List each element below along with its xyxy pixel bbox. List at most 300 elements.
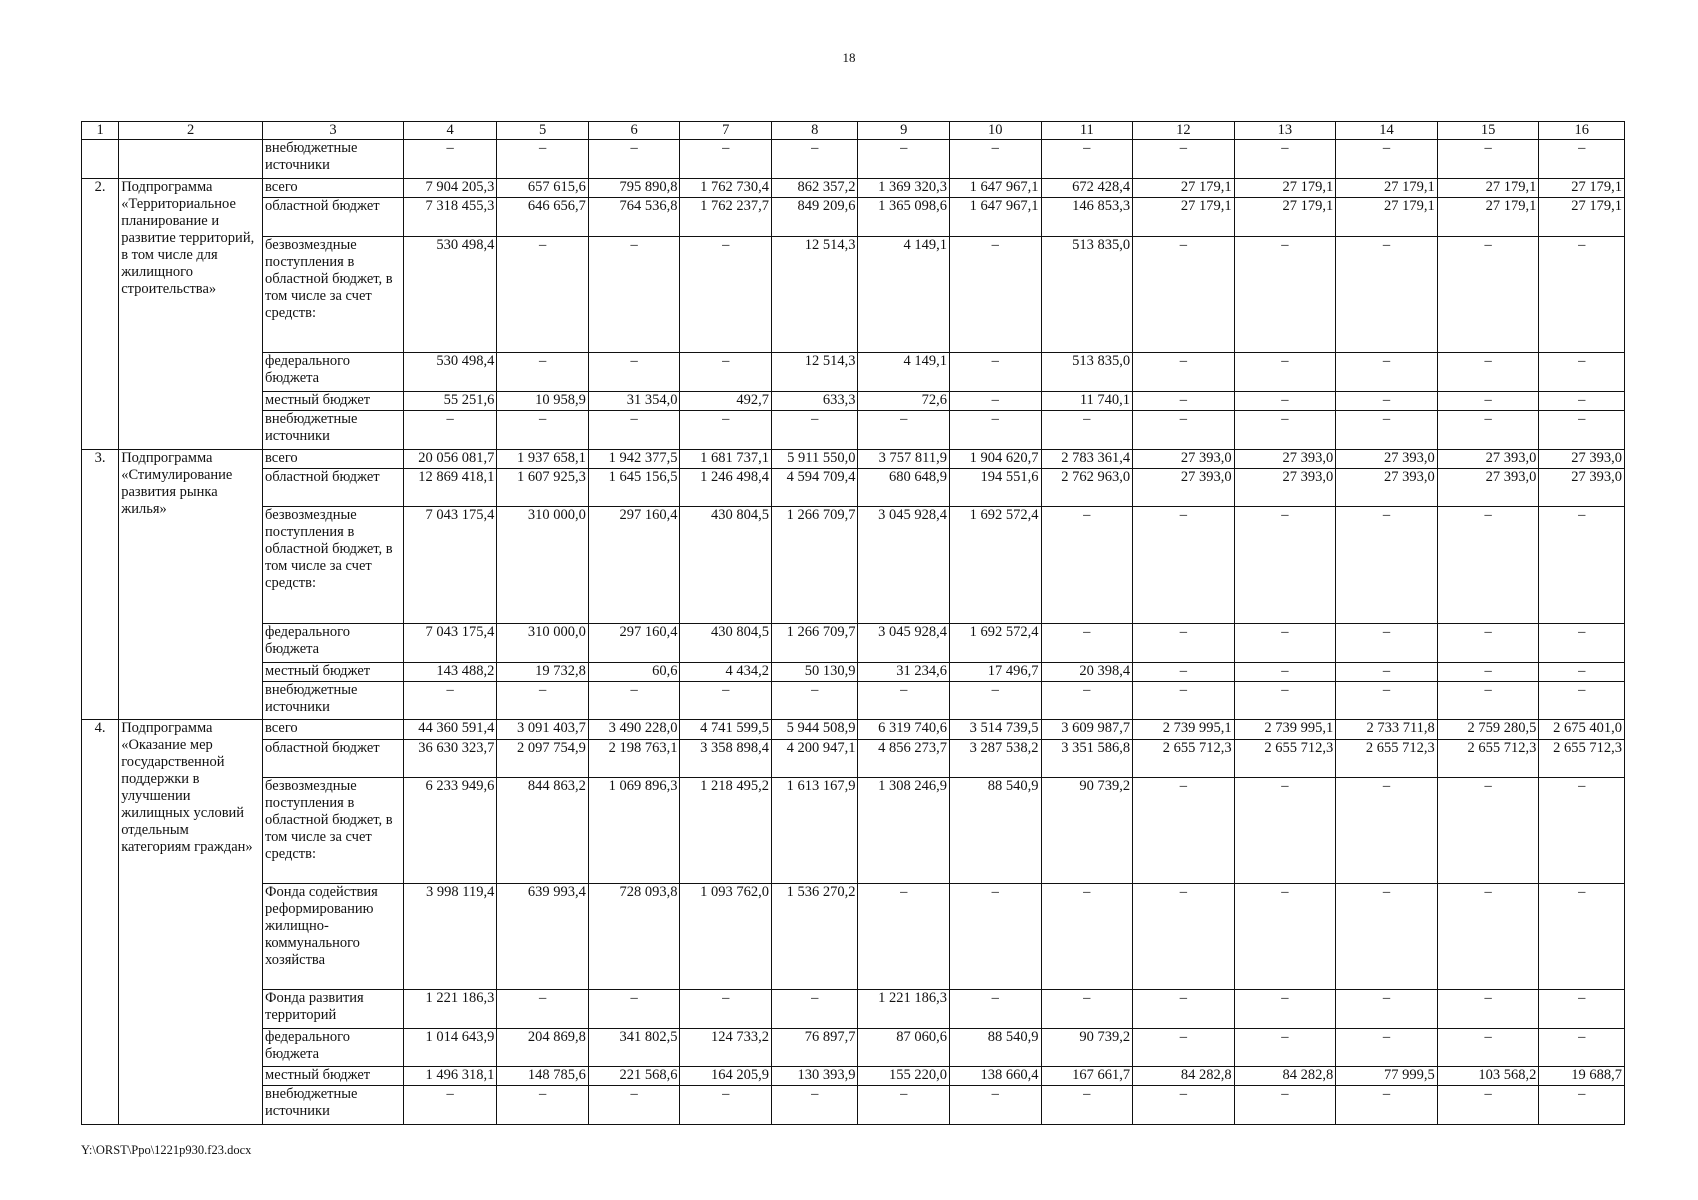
funding-source-cell: всего [263,449,404,468]
table-row [82,197,1625,236]
value-cell: 1 647 967,1 [950,197,1042,236]
value-cell: 795 890,8 [588,178,680,197]
funding-source-cell: областной бюджет [263,197,404,236]
value-cell: 297 160,4 [588,507,680,624]
header-cell: 8 [771,122,858,140]
value-cell: 4 149,1 [858,353,950,392]
value-cell: 849 209,6 [771,197,858,236]
value-cell: 4 741 599,5 [680,720,772,739]
funding-source-cell: местный бюджет [263,391,404,410]
value-cell: – [950,353,1042,392]
value-cell: – [1437,1086,1539,1125]
funding-source-cell: безвозмездные поступления в областной бюджет, в том числе за счет средств: [263,778,404,884]
value-cell: 639 993,4 [497,884,589,990]
value-cell: – [1437,778,1539,884]
value-cell: 1 093 762,0 [680,884,772,990]
value-cell: – [771,1086,858,1125]
value-cell: 1 937 658,1 [497,449,589,468]
value-cell: 530 498,4 [403,353,497,392]
value-cell: 3 045 928,4 [858,623,950,662]
value-cell: – [858,681,950,720]
value-cell: – [1234,681,1336,720]
value-cell: 27 179,1 [1539,178,1625,197]
value-cell: – [1336,236,1438,353]
value-cell: – [1234,410,1336,449]
value-cell: 2 655 712,3 [1437,739,1539,778]
value-cell: 1 266 709,7 [771,623,858,662]
value-cell: 657 615,6 [497,178,589,197]
table-row [82,468,1625,507]
value-cell: – [950,140,1042,179]
value-cell: 2 655 712,3 [1539,739,1625,778]
value-cell: 27 393,0 [1234,468,1336,507]
funding-source-cell: безвозмездные поступления в областной бюджет, в том числе за счет средств: [263,236,404,353]
value-cell: – [1133,410,1235,449]
header-cell: 7 [680,122,772,140]
value-cell: – [1539,391,1625,410]
value-cell: 2 739 995,1 [1133,720,1235,739]
value-cell: 1 308 246,9 [858,778,950,884]
value-cell: 4 200 947,1 [771,739,858,778]
value-cell: 862 357,2 [771,178,858,197]
value-cell: – [1133,391,1235,410]
value-cell: – [1041,1086,1133,1125]
row-number-cell: 2. [82,178,119,449]
value-cell: – [858,140,950,179]
value-cell: 492,7 [680,391,772,410]
value-cell: – [1133,623,1235,662]
table-row [82,1086,1625,1125]
table-row [82,884,1625,990]
value-cell: 3 609 987,7 [1041,720,1133,739]
value-cell: 12 514,3 [771,353,858,392]
value-cell: 10 958,9 [497,391,589,410]
value-cell: 27 179,1 [1539,197,1625,236]
value-cell: – [1234,507,1336,624]
value-cell: – [680,353,772,392]
value-cell: 27 393,0 [1234,449,1336,468]
header-cell: 12 [1133,122,1235,140]
table-row [82,778,1625,884]
value-cell: – [771,140,858,179]
funding-source-cell: внебюджетные источники [263,140,404,179]
value-cell: – [1539,507,1625,624]
value-cell: – [1437,353,1539,392]
value-cell: – [1539,623,1625,662]
value-cell: – [680,990,772,1029]
value-cell: – [588,1086,680,1125]
funding-source-cell: внебюджетные источники [263,410,404,449]
value-cell: 7 043 175,4 [403,507,497,624]
value-cell: 1 645 156,5 [588,468,680,507]
value-cell: 5 944 508,9 [771,720,858,739]
value-cell: 1 221 186,3 [858,990,950,1029]
value-cell: – [403,140,497,179]
value-cell: 17 496,7 [950,662,1042,681]
table-row [82,623,1625,662]
funding-source-cell: Фонда развития территорий [263,990,404,1029]
value-cell: – [497,410,589,449]
header-cell: 9 [858,122,950,140]
value-cell: 27 393,0 [1539,468,1625,507]
value-cell: 31 234,6 [858,662,950,681]
value-cell: 3 757 811,9 [858,449,950,468]
budget-table [81,121,1625,1125]
value-cell: 27 393,0 [1336,449,1438,468]
value-cell: 1 266 709,7 [771,507,858,624]
value-cell: – [1437,990,1539,1029]
value-cell: 155 220,0 [858,1067,950,1086]
value-cell: 1 246 498,4 [680,468,772,507]
value-cell: – [497,1086,589,1125]
value-cell: – [403,1086,497,1125]
value-cell: 1 762 237,7 [680,197,772,236]
value-cell: – [1234,236,1336,353]
value-cell: – [1539,662,1625,681]
value-cell: 44 360 591,4 [403,720,497,739]
value-cell: 27 179,1 [1234,197,1336,236]
value-cell: – [1041,681,1133,720]
table-row [82,410,1625,449]
value-cell: – [1041,884,1133,990]
value-cell: – [680,236,772,353]
value-cell: 27 393,0 [1133,468,1235,507]
value-cell: 341 802,5 [588,1028,680,1067]
footer-file-path: Y:\ORST\Ppo\1221p930.f23.docx [81,1143,252,1157]
header-cell: 11 [1041,122,1133,140]
value-cell: 297 160,4 [588,623,680,662]
value-cell: 2 198 763,1 [588,739,680,778]
table-row [82,681,1625,720]
value-cell: 2 655 712,3 [1336,739,1438,778]
value-cell: 680 648,9 [858,468,950,507]
value-cell: 164 205,9 [680,1067,772,1086]
value-cell: 20 056 081,7 [403,449,497,468]
value-cell: 11 740,1 [1041,391,1133,410]
value-cell: – [1041,140,1133,179]
value-cell: – [858,884,950,990]
value-cell: 646 656,7 [497,197,589,236]
value-cell: – [950,410,1042,449]
value-cell: – [1234,884,1336,990]
value-cell: – [588,410,680,449]
value-cell: – [1133,1028,1235,1067]
table-row [82,1028,1625,1067]
table-row [82,990,1625,1029]
value-cell: 124 733,2 [680,1028,772,1067]
value-cell: – [1234,662,1336,681]
value-cell: – [1234,623,1336,662]
value-cell: – [1539,681,1625,720]
funding-source-cell: областной бюджет [263,468,404,507]
value-cell: 1 613 167,9 [771,778,858,884]
funding-source-cell: федерального бюджета [263,623,404,662]
value-cell: – [1336,778,1438,884]
value-cell: 513 835,0 [1041,236,1133,353]
value-cell: – [950,681,1042,720]
funding-source-cell: Фонда содействия реформированию жилищно-коммунального хозяйства [263,884,404,990]
value-cell: 3 998 119,4 [403,884,497,990]
value-cell: – [1336,990,1438,1029]
value-cell: 2 783 361,4 [1041,449,1133,468]
value-cell: 7 043 175,4 [403,623,497,662]
value-cell: – [1336,1086,1438,1125]
table-row [82,720,1625,739]
value-cell: 1 647 967,1 [950,178,1042,197]
value-cell: 3 358 898,4 [680,739,772,778]
header-row [82,122,1625,140]
value-cell: 2 762 963,0 [1041,468,1133,507]
value-cell: – [1539,236,1625,353]
value-cell: 5 911 550,0 [771,449,858,468]
value-cell: 72,6 [858,391,950,410]
value-cell: 12 514,3 [771,236,858,353]
table-row [82,353,1625,392]
value-cell: 7 904 205,3 [403,178,497,197]
value-cell: 27 179,1 [1437,178,1539,197]
value-cell: 7 318 455,3 [403,197,497,236]
value-cell: 430 804,5 [680,623,772,662]
value-cell: – [1336,140,1438,179]
value-cell: 20 398,4 [1041,662,1133,681]
table-row [82,662,1625,681]
value-cell: 3 045 928,4 [858,507,950,624]
value-cell: – [1133,990,1235,1029]
value-cell: 27 393,0 [1336,468,1438,507]
value-cell: – [1437,884,1539,990]
value-cell: – [1234,1086,1336,1125]
value-cell: – [588,990,680,1029]
value-cell: 27 393,0 [1133,449,1235,468]
value-cell: 6 233 949,6 [403,778,497,884]
value-cell: 1 496 318,1 [403,1067,497,1086]
value-cell: – [1041,507,1133,624]
header-cell: 3 [263,122,404,140]
value-cell: – [1336,1028,1438,1067]
table-row [82,739,1625,778]
value-cell: – [1539,1086,1625,1125]
value-cell: – [858,1086,950,1125]
value-cell: 27 179,1 [1133,178,1235,197]
value-cell: 77 999,5 [1336,1067,1438,1086]
value-cell: – [1336,507,1438,624]
value-cell: 6 319 740,6 [858,720,950,739]
value-cell: 31 354,0 [588,391,680,410]
value-cell: – [1133,884,1235,990]
value-cell: – [1539,410,1625,449]
table-row [82,507,1625,624]
page-number: 18 [842,50,856,65]
value-cell: 3 490 228,0 [588,720,680,739]
value-cell: 19 732,8 [497,662,589,681]
value-cell: 27 393,0 [1437,449,1539,468]
value-cell: – [1336,662,1438,681]
value-cell: – [497,353,589,392]
value-cell: – [588,140,680,179]
value-cell: – [950,236,1042,353]
value-cell: 310 000,0 [497,623,589,662]
value-cell: 1 681 737,1 [680,449,772,468]
value-cell: – [771,681,858,720]
value-cell: 2 739 995,1 [1234,720,1336,739]
value-cell: – [771,410,858,449]
value-cell: – [1437,1028,1539,1067]
value-cell: 2 759 280,5 [1437,720,1539,739]
value-cell: – [950,391,1042,410]
subprogram-name-cell: Подпрограмма «Стимулирование развития рынка жилья» [119,449,263,720]
value-cell: 430 804,5 [680,507,772,624]
value-cell: – [1437,236,1539,353]
value-cell: 1 942 377,5 [588,449,680,468]
funding-source-cell: федерального бюджета [263,353,404,392]
value-cell: 27 179,1 [1336,178,1438,197]
table-row [82,1067,1625,1086]
header-cell: 5 [497,122,589,140]
value-cell: – [1336,681,1438,720]
value-cell: – [1133,353,1235,392]
header-cell: 2 [119,122,263,140]
value-cell: 84 282,8 [1234,1067,1336,1086]
value-cell: 194 551,6 [950,468,1042,507]
value-cell: 27 179,1 [1234,178,1336,197]
value-cell: 88 540,9 [950,778,1042,884]
value-cell: 513 835,0 [1041,353,1133,392]
value-cell: 138 660,4 [950,1067,1042,1086]
value-cell: – [680,140,772,179]
value-cell: – [1437,623,1539,662]
value-cell: – [680,1086,772,1125]
table-row [82,178,1625,197]
row-number-cell: 3. [82,449,119,720]
value-cell: – [1336,884,1438,990]
value-cell: – [588,236,680,353]
header-cell: 15 [1437,122,1539,140]
value-cell: – [403,410,497,449]
value-cell: 2 097 754,9 [497,739,589,778]
value-cell: 76 897,7 [771,1028,858,1067]
value-cell: – [1539,353,1625,392]
header-cell: 10 [950,122,1042,140]
value-cell: 1 762 730,4 [680,178,772,197]
value-cell: – [1336,623,1438,662]
value-cell: 1 904 620,7 [950,449,1042,468]
value-cell: 1 369 320,3 [858,178,950,197]
value-cell: 3 091 403,7 [497,720,589,739]
value-cell: 27 179,1 [1437,197,1539,236]
value-cell: – [1133,662,1235,681]
value-cell: – [950,1086,1042,1125]
value-cell: 90 739,2 [1041,778,1133,884]
header-cell: 6 [588,122,680,140]
value-cell: 50 130,9 [771,662,858,681]
funding-source-cell: областной бюджет [263,739,404,778]
value-cell: – [1234,353,1336,392]
value-cell: – [588,353,680,392]
funding-source-cell: внебюджетные источники [263,681,404,720]
value-cell: 530 498,4 [403,236,497,353]
value-cell: 2 655 712,3 [1133,739,1235,778]
value-cell: 146 853,3 [1041,197,1133,236]
value-cell: 1 692 572,4 [950,623,1042,662]
header-cell: 4 [403,122,497,140]
value-cell: 844 863,2 [497,778,589,884]
value-cell: – [1234,140,1336,179]
value-cell: 764 536,8 [588,197,680,236]
funding-source-cell: всего [263,178,404,197]
value-cell: 310 000,0 [497,507,589,624]
value-cell: 728 093,8 [588,884,680,990]
value-cell: 3 514 739,5 [950,720,1042,739]
row-number-cell [82,140,119,179]
value-cell: 2 655 712,3 [1234,739,1336,778]
value-cell: 1 692 572,4 [950,507,1042,624]
table-row [82,449,1625,468]
value-cell: – [1234,391,1336,410]
value-cell: – [1234,778,1336,884]
value-cell: 204 869,8 [497,1028,589,1067]
value-cell: – [1133,681,1235,720]
value-cell: 1 607 925,3 [497,468,589,507]
value-cell: – [1539,884,1625,990]
funding-source-cell: федерального бюджета [263,1028,404,1067]
header-cell: 14 [1336,122,1438,140]
value-cell: 1 221 186,3 [403,990,497,1029]
header-cell: 16 [1539,122,1625,140]
subprogram-name-cell: Подпрограмма «Территориальное планирование и развитие территорий, в том числе для жилищного строительства» [119,178,263,449]
value-cell: 221 568,6 [588,1067,680,1086]
value-cell: – [1133,778,1235,884]
value-cell: – [1041,990,1133,1029]
value-cell: – [1437,507,1539,624]
value-cell: 1 218 495,2 [680,778,772,884]
value-cell: – [1133,236,1235,353]
value-cell: 1 014 643,9 [403,1028,497,1067]
value-cell: 55 251,6 [403,391,497,410]
value-cell: 19 688,7 [1539,1067,1625,1086]
value-cell: 130 393,9 [771,1067,858,1086]
value-cell: 27 393,0 [1437,468,1539,507]
value-cell: 87 060,6 [858,1028,950,1067]
value-cell: 672 428,4 [1041,178,1133,197]
value-cell: – [1539,140,1625,179]
value-cell: 167 661,7 [1041,1067,1133,1086]
table-row [82,391,1625,410]
value-cell: – [1437,391,1539,410]
value-cell: – [1437,410,1539,449]
funding-source-cell: всего [263,720,404,739]
value-cell: – [497,236,589,353]
value-cell: 148 785,6 [497,1067,589,1086]
value-cell: 88 540,9 [950,1028,1042,1067]
subprogram-name-cell: Подпрограмма «Оказание мер государственной поддержки в улучшении жилищных условий отдельным категориям граждан» [119,720,263,1125]
value-cell: – [1133,1086,1235,1125]
value-cell: – [588,681,680,720]
value-cell: 90 739,2 [1041,1028,1133,1067]
value-cell: 633,3 [771,391,858,410]
value-cell: 60,6 [588,662,680,681]
header-cell: 1 [82,122,119,140]
value-cell: 2 733 711,8 [1336,720,1438,739]
value-cell: – [858,410,950,449]
value-cell: – [1539,1028,1625,1067]
funding-source-cell: местный бюджет [263,1067,404,1086]
value-cell: 12 869 418,1 [403,468,497,507]
value-cell: – [1437,140,1539,179]
value-cell: – [950,884,1042,990]
value-cell: 3 351 586,8 [1041,739,1133,778]
value-cell: – [680,681,772,720]
value-cell: 4 149,1 [858,236,950,353]
